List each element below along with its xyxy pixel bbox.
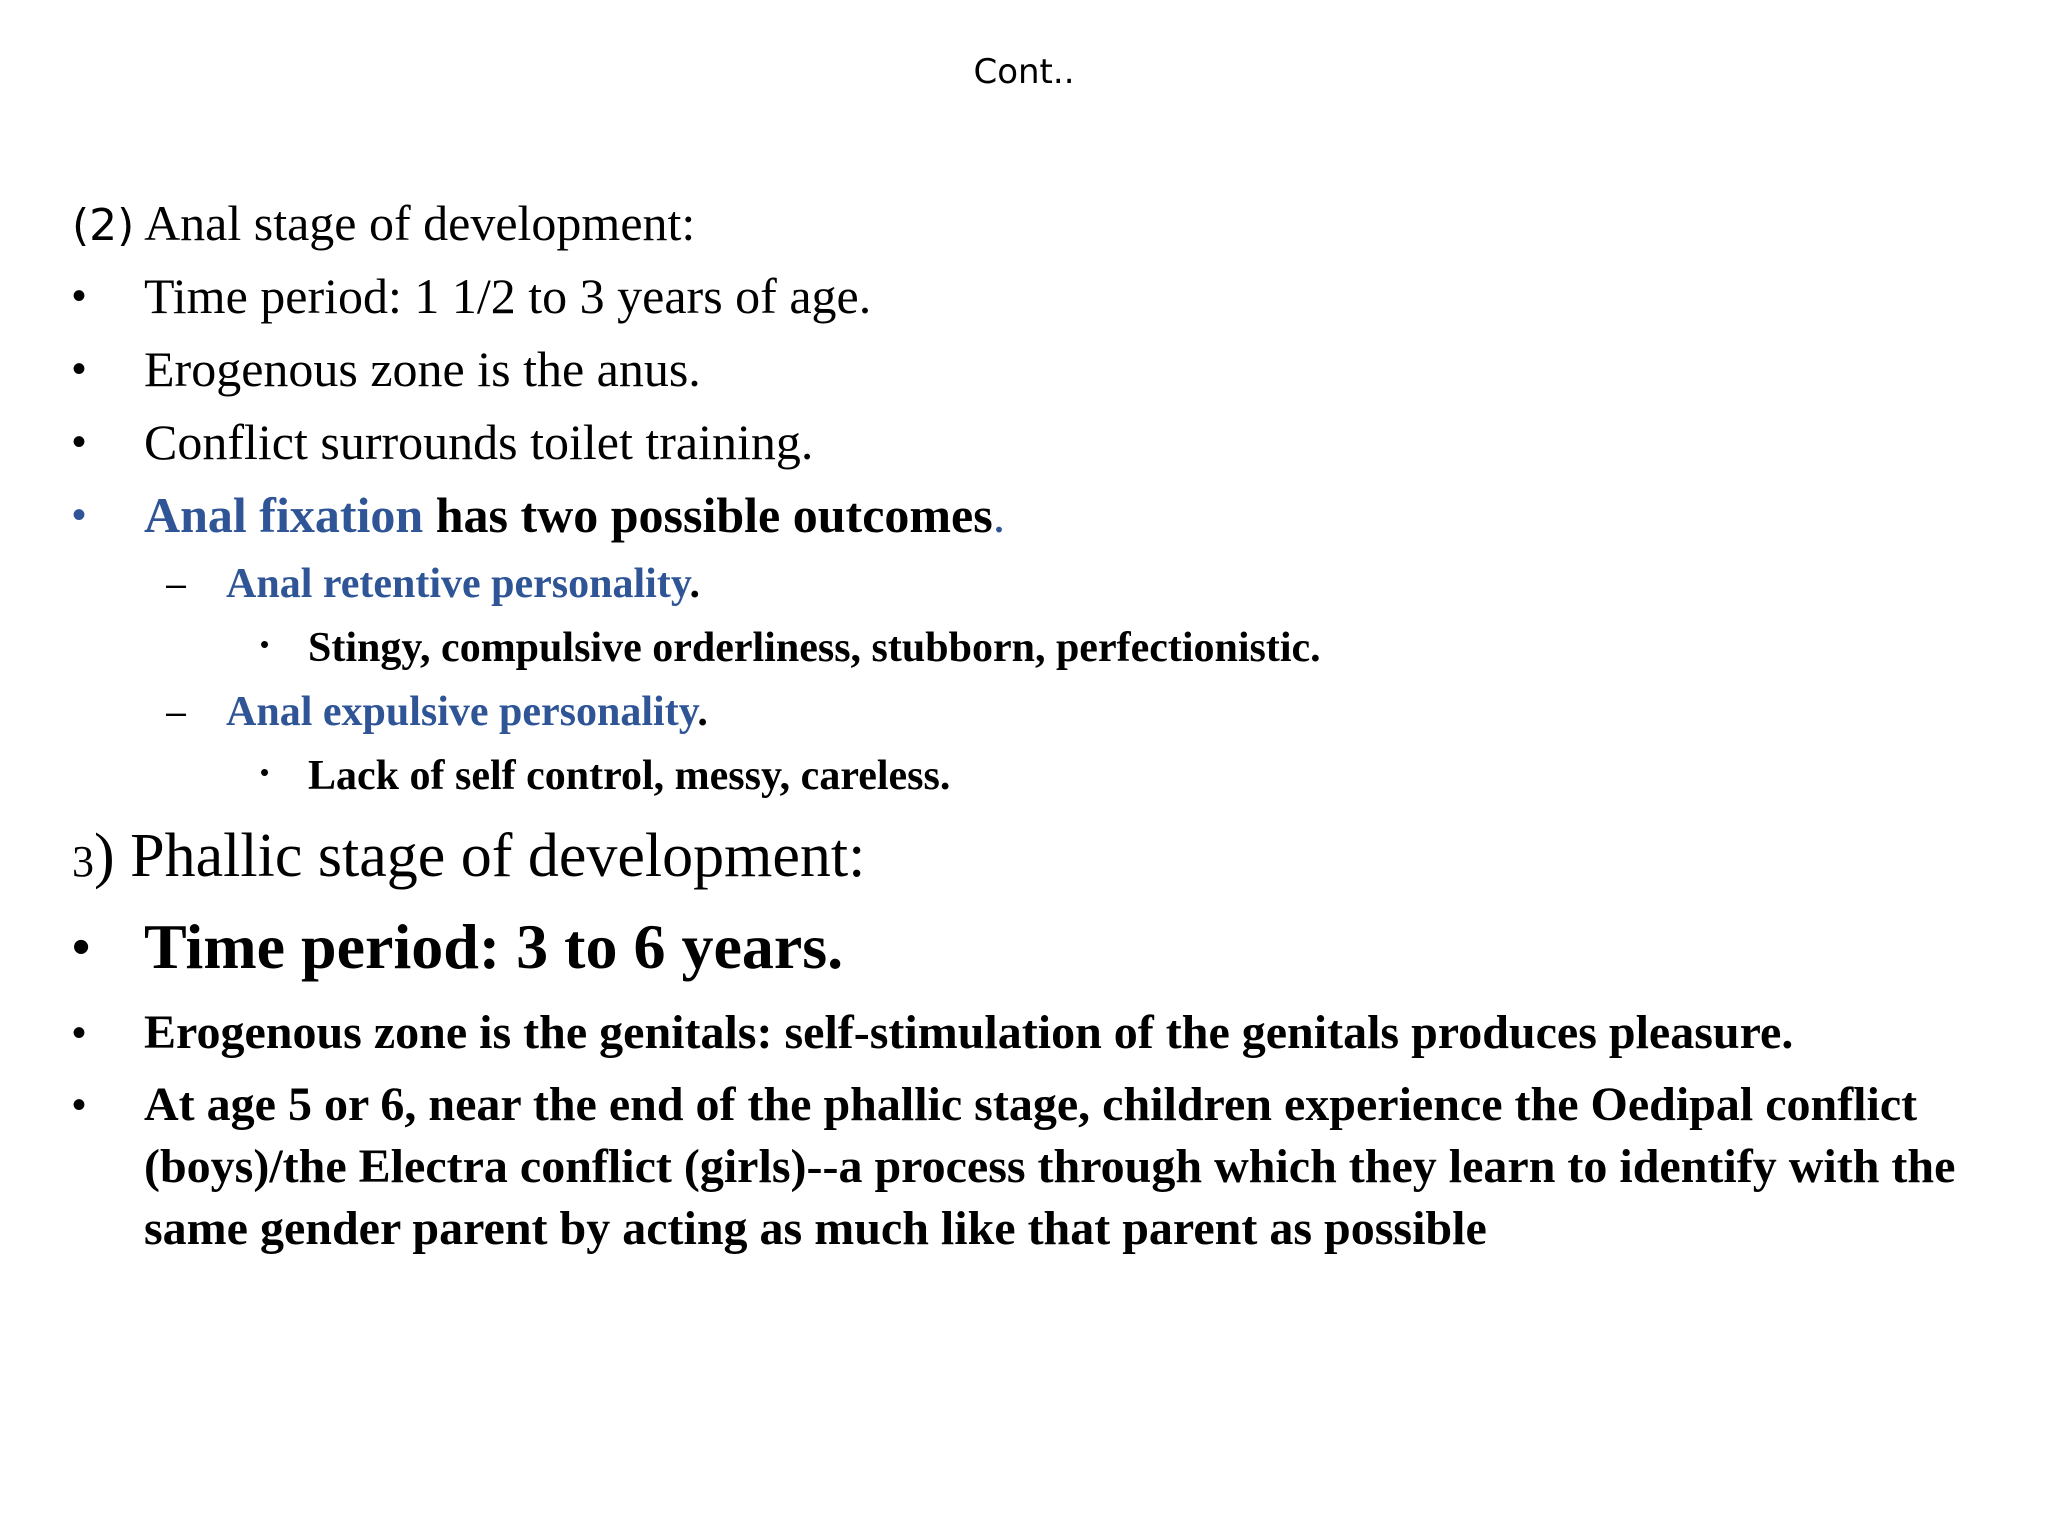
dash-icon: – [166,691,187,732]
bullet-text: Time period: 3 to 6 years. [144,911,844,982]
bullet-text: At age 5 or 6, near the end of the phallic stage, children experience the Oedipal conflict (boys)/the Electra conflict (girls)--a process through which they learn to identify with the same gender parent by acting as much like that parent as possible [144,1078,1956,1255]
anal-stage-heading-text: Anal stage of development: [134,195,696,251]
expulsive-traits-text: Lack of self control, messy, careless. [308,753,951,799]
bullet-text: Time period: 1 1/2 to 3 years of age. [144,268,872,324]
dash-icon: – [166,563,187,604]
expulsive-item [72,680,1992,744]
bullet-icon: • [72,1083,87,1127]
fixation-text: has two possible outcomes [423,487,993,543]
bullet-text: Erogenous zone is the genitals: self-stimulation of the genitals produces pleasure. [144,1006,1794,1059]
bullet-text: Erogenous zone is the anus. [144,341,701,397]
anal-bullet-time-period [72,260,1992,333]
bullet-icon: • [72,918,91,976]
bullet-icon: • [72,1011,87,1055]
bullet-icon: • [72,493,87,537]
phallic-bullet-time-period [72,902,1992,992]
retentive-traits-text: Stingy, compulsive orderliness, stubborn, perfectionistic. [308,625,1321,671]
retentive-traits [72,616,1992,680]
phallic-stage-number: 3 [72,837,94,886]
expulsive-period: . [697,689,708,735]
fixation-highlight: Anal fixation [144,487,424,543]
retentive-item [72,552,1992,616]
fixation-period: . [992,487,1006,543]
anal-bullet-fixation [72,479,1992,552]
phallic-bullet-erogenous-zone [72,1002,1972,1064]
anal-stage-heading [72,186,1992,260]
anal-bullet-conflict [72,406,1992,479]
slide-body [72,186,1992,1260]
anal-bullet-erogenous-zone [72,333,1992,406]
retentive-period: . [689,561,701,607]
bullet-icon: • [72,274,87,318]
phallic-stage-heading-text: ) Phallic stage of development: [94,822,866,890]
slide-title: Cont.. [973,52,1075,92]
bullet-icon: • [260,757,270,787]
retentive-label: Anal retentive personality [226,561,690,607]
bullet-text: Conflict surrounds toilet training. [144,414,814,470]
expulsive-traits [72,744,1992,808]
bullet-icon: • [72,347,87,391]
anal-stage-number: (2) [72,200,135,251]
expulsive-label: Anal expulsive personality [226,689,698,735]
phallic-bullet-oedipal [72,1074,1972,1260]
bullet-icon: • [260,629,270,659]
phallic-stage-heading [72,810,1992,902]
bullet-icon: • [72,420,87,464]
